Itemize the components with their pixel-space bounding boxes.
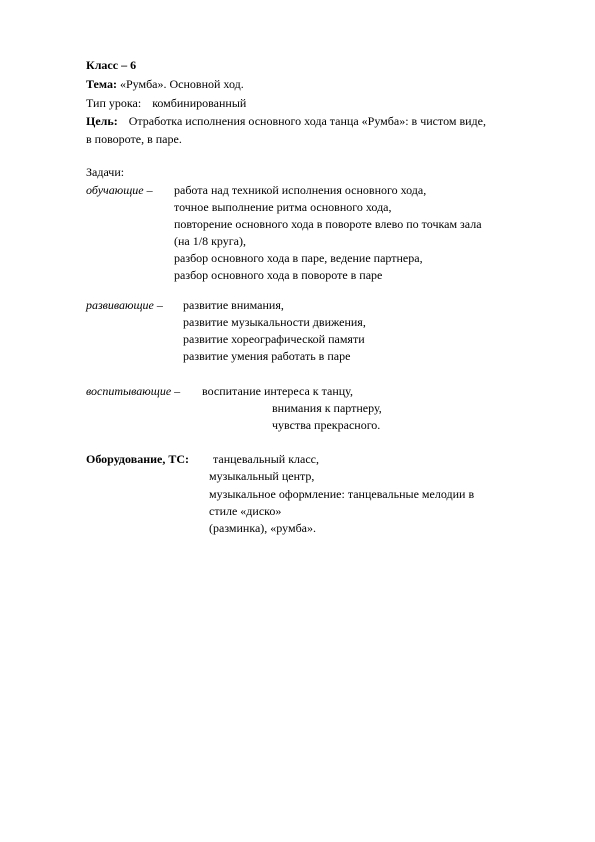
lesson-type-label: Тип урока: xyxy=(86,96,142,110)
theme-line xyxy=(86,77,244,92)
goal-line xyxy=(86,114,486,129)
educating-label: воспитывающие – xyxy=(86,384,181,398)
developing-label: развивающие – xyxy=(86,298,163,312)
educating-item: внимания к партнеру, xyxy=(272,401,382,415)
lesson-type-line xyxy=(86,96,246,111)
teaching-item: разбор основного хода в паре, ведение партнера, xyxy=(174,251,423,265)
equipment-item: танцевальный класс, xyxy=(213,452,319,466)
equipment-item: музыкальный центр, xyxy=(209,469,315,483)
teaching-item: работа над техникой исполнения основного хода, xyxy=(174,183,427,197)
theme-value: «Румба». Основной ход. xyxy=(119,77,244,91)
goal-label: Цель: xyxy=(86,114,118,128)
tasks-title: Задачи: xyxy=(86,165,125,179)
goal-text-line2: в повороте, в паре. xyxy=(86,132,182,146)
educating-item: чувства прекрасного. xyxy=(272,418,381,432)
educating-item: воспитание интереса к танцу, xyxy=(202,384,353,398)
lesson-type-value: комбинированный xyxy=(152,96,247,110)
developing-item: развитие умения работать в паре xyxy=(183,349,351,363)
developing-item: развитие музыкальности движения, xyxy=(183,315,366,329)
equipment-item: стиле «диско» xyxy=(209,504,282,518)
theme-label: Тема: xyxy=(86,77,117,91)
equipment-item: (разминка), «румба». xyxy=(209,521,317,535)
equipment-label: Оборудование, ТС: xyxy=(86,452,190,466)
developing-item: развитие внимания, xyxy=(183,298,284,312)
teaching-item: (на 1/8 круга), xyxy=(174,234,246,248)
goal-text-line1: Отработка исполнения основного хода танца «Румба»: в чистом виде, xyxy=(128,114,486,128)
teaching-item: повторение основного хода в повороте влево по точкам зала xyxy=(174,217,482,231)
teaching-label: обучающие – xyxy=(86,183,153,197)
class-line: Класс – 6 xyxy=(86,58,137,72)
teaching-item: разбор основного хода в повороте в паре xyxy=(174,268,383,282)
developing-item: развитие хореографической памяти xyxy=(183,332,365,346)
teaching-item: точное выполнение ритма основного хода, xyxy=(174,200,392,214)
equipment-item: музыкальное оформление: танцевальные мелодии в xyxy=(209,487,475,501)
